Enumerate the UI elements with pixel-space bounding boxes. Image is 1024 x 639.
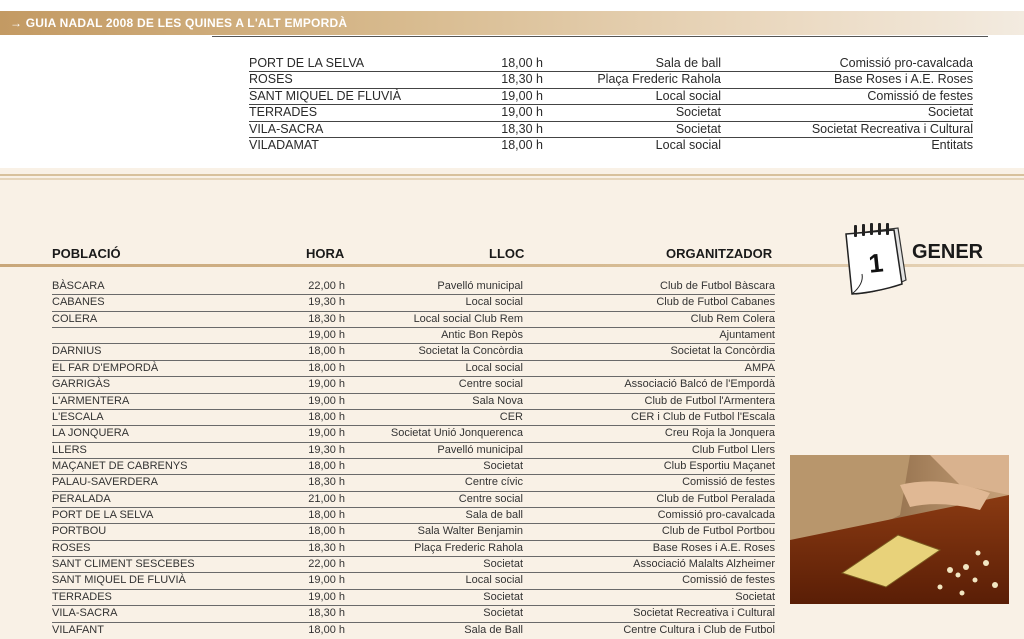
table-row (52, 443, 775, 459)
cell-lloc: Local social Club Rem (413, 312, 523, 325)
table-row (52, 328, 775, 344)
cell-lloc: Antic Bon Repòs (441, 329, 523, 342)
cell-lloc: Local social (465, 361, 523, 374)
cell-lloc: Centre social (458, 378, 523, 391)
column-header-organitzador: ORGANITZADOR (666, 246, 773, 261)
cell-organitzador: Associació Malalts Alzheimer (633, 558, 775, 571)
cell-lloc: Societat la Concòrdia (418, 345, 523, 358)
cell-hora: 19,00 h (308, 427, 345, 440)
cell-organitzador: Club de Futbol l'Armentera (644, 394, 775, 407)
cell-poblacio: VILA-SACRA (52, 607, 118, 620)
cell-poblacio: SANT MIQUEL DE FLUVIÀ (249, 88, 402, 103)
month-label: GENER (912, 241, 984, 263)
cell-lloc: Pavelló municipal (437, 280, 523, 292)
section-title: → GUIA NADAL 2008 DE LES QUINES A L'ALT EMPORDÀ (10, 16, 348, 30)
table-row (249, 72, 973, 88)
cell-poblacio: EL FAR D'EMPORDÀ (52, 361, 159, 374)
cell-lloc: Centre cívic (464, 476, 523, 489)
cell-hora: 19,30 h (308, 296, 345, 309)
cell-organitzador: Comissió de festes (682, 574, 775, 587)
table-row (249, 122, 973, 138)
cell-hora: 22,00 h (308, 280, 345, 292)
cell-lloc: Societat (483, 590, 523, 603)
table-row (52, 606, 775, 622)
cell-organitzador: CER i Club de Futbol l'Escala (631, 410, 775, 423)
cell-organitzador: Club Esportiu Maçanet (663, 459, 775, 472)
cell-organitzador: Comissió pro-cavalcada (839, 56, 973, 70)
table-row (52, 508, 775, 524)
cell-poblacio: PALAU-SAVERDERA (52, 476, 158, 489)
cell-hora: 18,00 h (308, 410, 345, 423)
cell-poblacio: PORT DE LA SELVA (249, 56, 365, 70)
cell-hora: 18,30 h (501, 121, 543, 136)
cell-organitzador: Societat Recreativa i Cultural (633, 607, 775, 620)
cell-hora: 21,00 h (308, 492, 345, 505)
table-row (52, 312, 775, 328)
cell-hora: 19,00 h (308, 378, 345, 391)
cell-organitzador: Comissió pro-cavalcada (657, 509, 775, 522)
table-row (52, 459, 775, 475)
cell-poblacio: SANT CLIMENT SESCEBES (52, 558, 195, 571)
cell-hora: 19,00 h (501, 105, 543, 120)
cell-organitzador: Base Roses i A.E. Roses (834, 72, 973, 87)
table-row (52, 377, 775, 393)
cell-lloc: Societat (483, 558, 523, 571)
cell-poblacio: PORTBOU (52, 525, 107, 538)
cell-organitzador: Associació Balcó de l'Empordà (624, 378, 775, 391)
cell-lloc: Sala Walter Benjamin (417, 525, 523, 538)
table-row (52, 410, 775, 426)
cell-poblacio: L'ESCALA (52, 410, 104, 423)
cell-poblacio: ROSES (52, 541, 91, 554)
band-divider-1 (0, 174, 1024, 176)
cell-hora: 19,00 h (308, 574, 345, 587)
calendar-day-number: 1 (867, 247, 885, 279)
table-row (52, 524, 775, 540)
cell-poblacio: LA JONQUERA (52, 427, 130, 440)
table-row (52, 295, 775, 311)
calendar-page-icon (842, 222, 914, 298)
cell-lloc: Sala de ball (655, 56, 721, 70)
table-row (52, 279, 775, 295)
cell-organitzador: Comissió de festes (867, 88, 973, 103)
cell-poblacio: VILA-SACRA (249, 121, 324, 136)
cell-lloc: Plaça Frederic Rahola (414, 541, 523, 554)
cell-poblacio: PERALADA (52, 492, 111, 505)
column-header-hora: HORA (306, 246, 345, 261)
table-row (52, 557, 775, 573)
cell-organitzador: Club Rem Colera (690, 312, 775, 325)
cell-lloc: Pavelló municipal (437, 443, 523, 456)
cell-hora: 19,30 h (308, 443, 345, 456)
table-row (52, 492, 775, 508)
cell-organitzador: Club de Futbol Bàscara (660, 280, 775, 292)
cell-poblacio: PORT DE LA SELVA (52, 509, 154, 522)
cell-lloc: Plaça Frederic Rahola (597, 72, 721, 87)
cell-organitzador: Club Futbol Llers (691, 443, 775, 456)
cell-organitzador: Societat la Concòrdia (670, 345, 775, 358)
cell-hora: 22,00 h (308, 558, 345, 571)
table-row (52, 394, 775, 410)
cell-hora: 18,00 h (308, 509, 345, 522)
top-schedule-table (249, 56, 973, 153)
cell-lloc: Centre social (458, 492, 523, 505)
table-row (52, 541, 775, 557)
table-row (249, 138, 973, 153)
table-row (52, 344, 775, 360)
cell-poblacio: TERRADES (52, 590, 112, 603)
cell-lloc: CER (499, 410, 523, 423)
cell-hora: 18,00 h (308, 623, 345, 636)
cell-lloc: Local social (465, 296, 523, 309)
column-header-poblacio: POBLACIÓ (52, 246, 121, 261)
cell-lloc: Societat (483, 459, 523, 472)
january-schedule-table (52, 279, 775, 638)
cell-lloc: Local social (465, 574, 523, 587)
cell-lloc: Local social (655, 88, 721, 103)
cell-hora: 19,00 h (308, 329, 345, 342)
cell-lloc: Sala de Ball (464, 623, 523, 636)
cell-poblacio: TERRADES (249, 105, 318, 120)
cell-organitzador: Club de Futbol Peralada (656, 492, 775, 505)
cell-organitzador: Societat Recreativa i Cultural (811, 121, 973, 136)
cell-hora: 18,00 h (501, 56, 543, 70)
cell-poblacio: VILADAMAT (249, 137, 319, 152)
bingo-players-photo (790, 455, 1009, 604)
table-row (52, 475, 775, 491)
cell-organitzador: Societat (735, 590, 775, 603)
cell-hora: 18,30 h (308, 541, 345, 554)
table-row (52, 573, 775, 589)
cell-organitzador: AMPA (744, 361, 775, 374)
cell-lloc: Societat (675, 121, 721, 136)
cell-poblacio: L'ARMENTERA (52, 394, 130, 407)
table-row (52, 590, 775, 606)
cell-organitzador: Club de Futbol Portbou (661, 525, 775, 538)
cell-hora: 18,00 h (501, 137, 543, 152)
table-row (249, 105, 973, 121)
cell-hora: 19,00 h (501, 88, 543, 103)
cell-poblacio: CABANES (52, 296, 105, 309)
cell-lloc: Societat (483, 607, 523, 620)
cell-organitzador: Societat (927, 105, 973, 120)
cell-poblacio: DARNIUS (52, 345, 102, 358)
band-divider-2 (0, 178, 1024, 180)
cell-hora: 18,00 h (308, 459, 345, 472)
cell-poblacio: SANT MIQUEL DE FLUVIÀ (52, 574, 186, 587)
table-row (52, 361, 775, 377)
cell-organitzador: Comissió de festes (682, 476, 775, 489)
cell-lloc: Local social (655, 137, 721, 152)
table-row (249, 89, 973, 105)
cell-poblacio: MAÇANET DE CABRENYS (52, 459, 188, 472)
cell-hora: 19,00 h (308, 394, 345, 407)
cell-poblacio: COLERA (52, 312, 98, 325)
cell-poblacio: GARRIGÀS (52, 378, 111, 391)
table-row (249, 56, 973, 72)
cell-organitzador: Entitats (931, 137, 973, 152)
cell-organitzador: Centre Cultura i Club de Futbol (623, 623, 775, 636)
cell-lloc: Societat (675, 105, 721, 120)
column-header-lloc: LLOC (489, 246, 525, 261)
cell-poblacio: LLERS (52, 443, 87, 456)
cell-lloc: Sala Nova (472, 394, 523, 407)
cell-organitzador: Base Roses i A.E. Roses (652, 541, 775, 554)
cell-lloc: Sala de ball (465, 509, 523, 522)
cell-poblacio: VILAFANT (52, 623, 104, 636)
cell-hora: 18,00 h (308, 525, 345, 538)
cell-organitzador: Club de Futbol Cabanes (656, 296, 775, 309)
cell-hora: 19,00 h (308, 590, 345, 603)
table-row (52, 623, 775, 638)
cell-organitzador: Creu Roja la Jonquera (664, 427, 775, 440)
cell-hora: 18,30 h (308, 312, 345, 325)
cell-hora: 18,30 h (308, 476, 345, 489)
header-underline (212, 36, 988, 37)
cell-organitzador: Ajuntament (719, 329, 775, 342)
cell-hora: 18,30 h (501, 72, 543, 87)
cell-hora: 18,30 h (308, 607, 345, 620)
cell-poblacio: BÀSCARA (52, 280, 105, 292)
cell-hora: 18,00 h (308, 345, 345, 358)
table-row (52, 426, 775, 442)
cell-hora: 18,00 h (308, 361, 345, 374)
cell-poblacio: ROSES (249, 72, 293, 87)
cell-lloc: Societat Unió Jonquerenca (390, 427, 523, 440)
